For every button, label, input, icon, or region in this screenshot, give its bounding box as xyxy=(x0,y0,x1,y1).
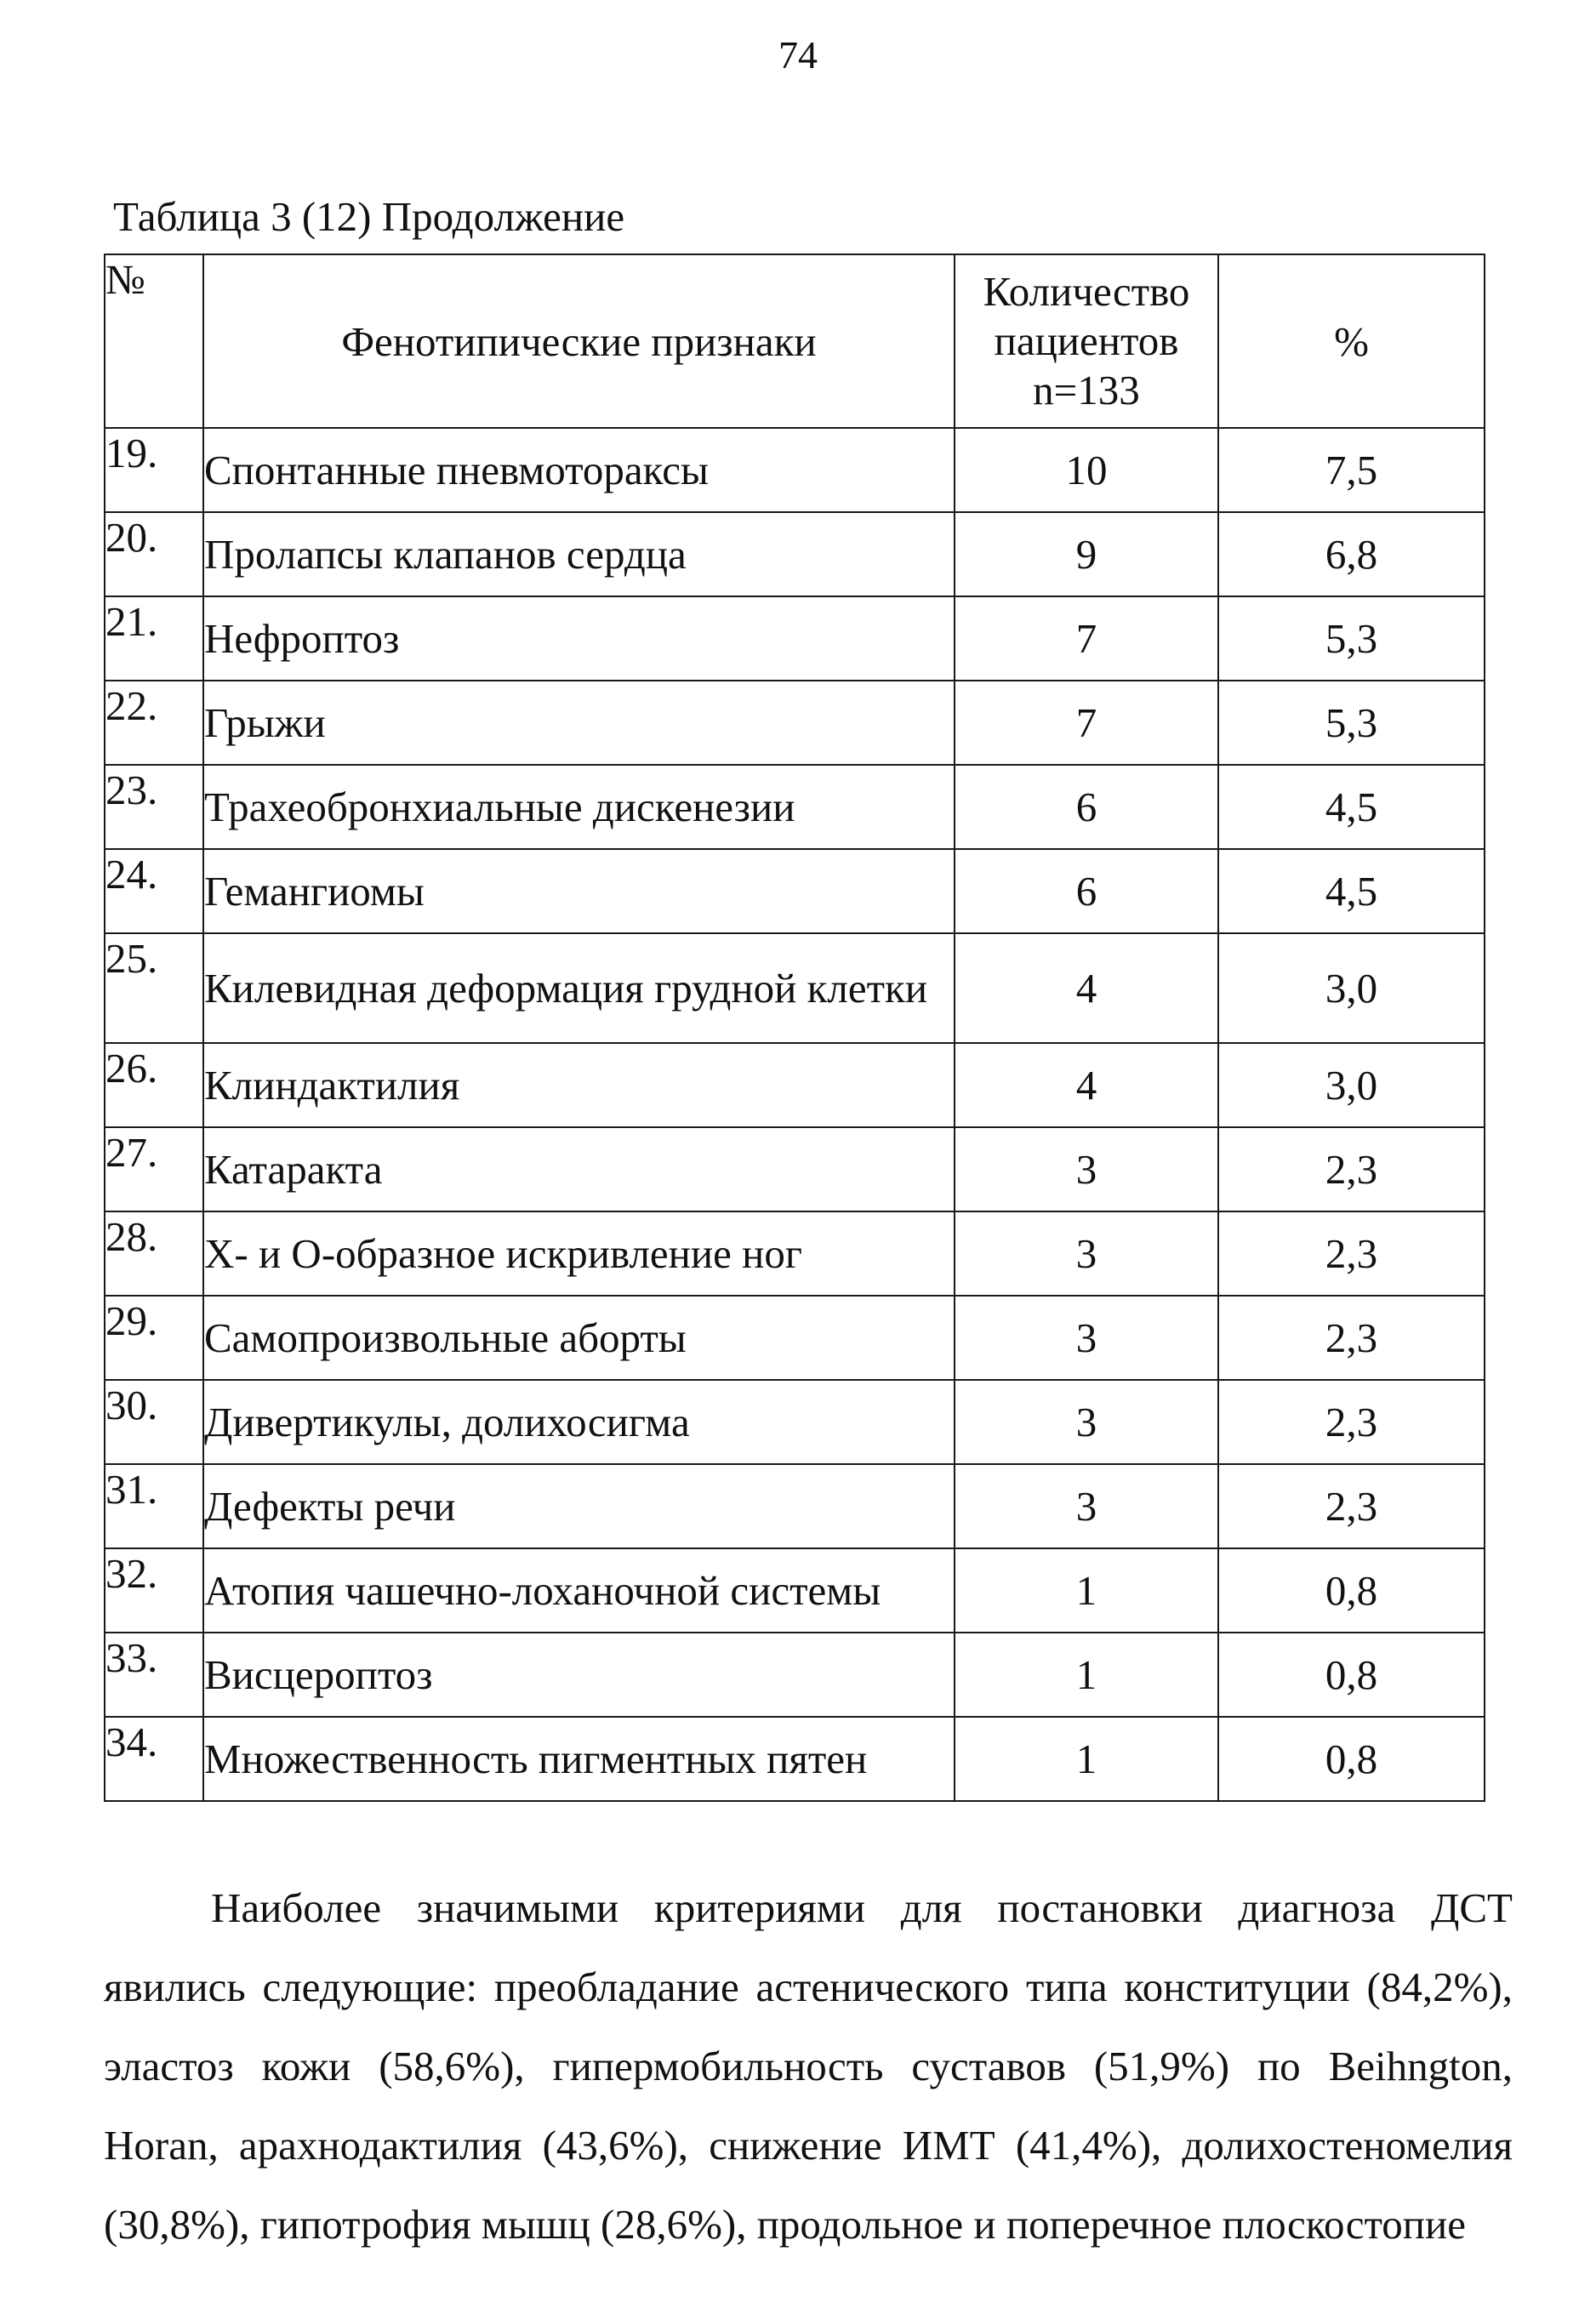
row-number: 28. xyxy=(105,1211,203,1296)
table-row xyxy=(105,1211,1485,1296)
row-feature: Гемангиомы xyxy=(203,849,955,933)
table-row xyxy=(105,681,1485,765)
row-percent: 5,3 xyxy=(1218,596,1485,681)
row-feature: Катаракта xyxy=(203,1127,955,1211)
row-percent: 2,3 xyxy=(1218,1296,1485,1380)
row-feature: Спонтанные пневмотораксы xyxy=(203,428,955,512)
table-row xyxy=(105,849,1485,933)
table-row xyxy=(105,765,1485,849)
row-feature: Трахеобронхиальные дискенезии xyxy=(203,765,955,849)
row-percent: 7,5 xyxy=(1218,428,1485,512)
row-feature: Килевидная деформация грудной клетки xyxy=(203,933,955,1043)
row-feature: Висцероптоз xyxy=(203,1633,955,1717)
table-row xyxy=(105,596,1485,681)
row-count: 4 xyxy=(955,1043,1218,1127)
row-number: 33. xyxy=(105,1633,203,1717)
page-number: 74 xyxy=(778,33,818,77)
header-count-line-1: Количество xyxy=(983,268,1190,315)
row-number: 27. xyxy=(105,1127,203,1211)
row-percent: 2,3 xyxy=(1218,1211,1485,1296)
row-number: 30. xyxy=(105,1380,203,1464)
header-number: № xyxy=(105,254,203,428)
row-percent: 0,8 xyxy=(1218,1548,1485,1633)
row-count: 1 xyxy=(955,1548,1218,1633)
row-feature: Атопия чашечно-лоханочной системы xyxy=(203,1548,955,1633)
row-number: 21. xyxy=(105,596,203,681)
row-percent: 3,0 xyxy=(1218,933,1485,1043)
table-row xyxy=(105,1127,1485,1211)
table-caption: Таблица 3 (12) Продолжение xyxy=(113,193,625,240)
header-count-line-2: пациентов xyxy=(994,317,1179,364)
row-percent: 2,3 xyxy=(1218,1127,1485,1211)
row-percent: 0,8 xyxy=(1218,1717,1485,1801)
row-number: 29. xyxy=(105,1296,203,1380)
row-feature: Дефекты речи xyxy=(203,1464,955,1548)
row-percent: 4,5 xyxy=(1218,849,1485,933)
table-row xyxy=(105,1296,1485,1380)
row-percent: 2,3 xyxy=(1218,1380,1485,1464)
header-feature: Фенотипические признаки xyxy=(203,254,955,428)
table-row xyxy=(105,1464,1485,1548)
row-number: 23. xyxy=(105,765,203,849)
table-row xyxy=(105,1717,1485,1801)
row-count: 4 xyxy=(955,933,1218,1043)
row-feature: Самопроизвольные аборты xyxy=(203,1296,955,1380)
row-count: 7 xyxy=(955,681,1218,765)
row-count: 7 xyxy=(955,596,1218,681)
row-percent: 2,3 xyxy=(1218,1464,1485,1548)
row-number: 32. xyxy=(105,1548,203,1633)
header-percent: % xyxy=(1218,254,1485,428)
row-number: 22. xyxy=(105,681,203,765)
row-percent: 0,8 xyxy=(1218,1633,1485,1717)
row-feature: Х- и О-образное искривление ног xyxy=(203,1211,955,1296)
row-count: 9 xyxy=(955,512,1218,596)
row-count: 3 xyxy=(955,1296,1218,1380)
row-percent: 4,5 xyxy=(1218,765,1485,849)
table-row xyxy=(105,1043,1485,1127)
row-number: 24. xyxy=(105,849,203,933)
phenotype-table xyxy=(104,254,1485,1802)
body-paragraph: Наиболее значимыми критериями для постановки диагноза ДСТ явились следующие: преобладание астенического типа конституции (84,2%), эластоз кожи (58,6%), гипермобильность суставов (51,9%) по Beihngton, Horan, арахнодактилия (43,6%), снижение ИМТ (41,4%), долихостеномелия (30,8%), гипотрофия мышц (28,6%), продольное и поперечное плоскостопие xyxy=(104,1884,1513,2248)
row-count: 10 xyxy=(955,428,1218,512)
row-number: 25. xyxy=(105,933,203,1043)
row-feature: Нефроптоз xyxy=(203,596,955,681)
row-count: 6 xyxy=(955,765,1218,849)
table-row xyxy=(105,933,1485,1043)
row-count: 3 xyxy=(955,1380,1218,1464)
header-count-line-3: n=133 xyxy=(1033,367,1140,413)
row-count: 1 xyxy=(955,1633,1218,1717)
row-number: 34. xyxy=(105,1717,203,1801)
row-feature: Грыжи xyxy=(203,681,955,765)
row-number: 19. xyxy=(105,428,203,512)
row-feature: Множественность пигментных пятен xyxy=(203,1717,955,1801)
row-count: 1 xyxy=(955,1717,1218,1801)
row-count: 6 xyxy=(955,849,1218,933)
row-count: 3 xyxy=(955,1127,1218,1211)
row-number: 26. xyxy=(105,1043,203,1127)
row-number: 20. xyxy=(105,512,203,596)
header-patient-count xyxy=(955,254,1218,428)
table-row xyxy=(105,512,1485,596)
row-count: 3 xyxy=(955,1211,1218,1296)
row-percent: 5,3 xyxy=(1218,681,1485,765)
table-row xyxy=(105,1380,1485,1464)
row-number: 31. xyxy=(105,1464,203,1548)
table-row xyxy=(105,1633,1485,1717)
row-feature: Клиндактилия xyxy=(203,1043,955,1127)
row-percent: 3,0 xyxy=(1218,1043,1485,1127)
row-percent: 6,8 xyxy=(1218,512,1485,596)
row-count: 3 xyxy=(955,1464,1218,1548)
table-header-row xyxy=(105,254,1485,428)
table-row xyxy=(105,1548,1485,1633)
table-row xyxy=(105,428,1485,512)
row-feature: Дивертикулы, долихосигма xyxy=(203,1380,955,1464)
row-feature: Пролапсы клапанов сердца xyxy=(203,512,955,596)
